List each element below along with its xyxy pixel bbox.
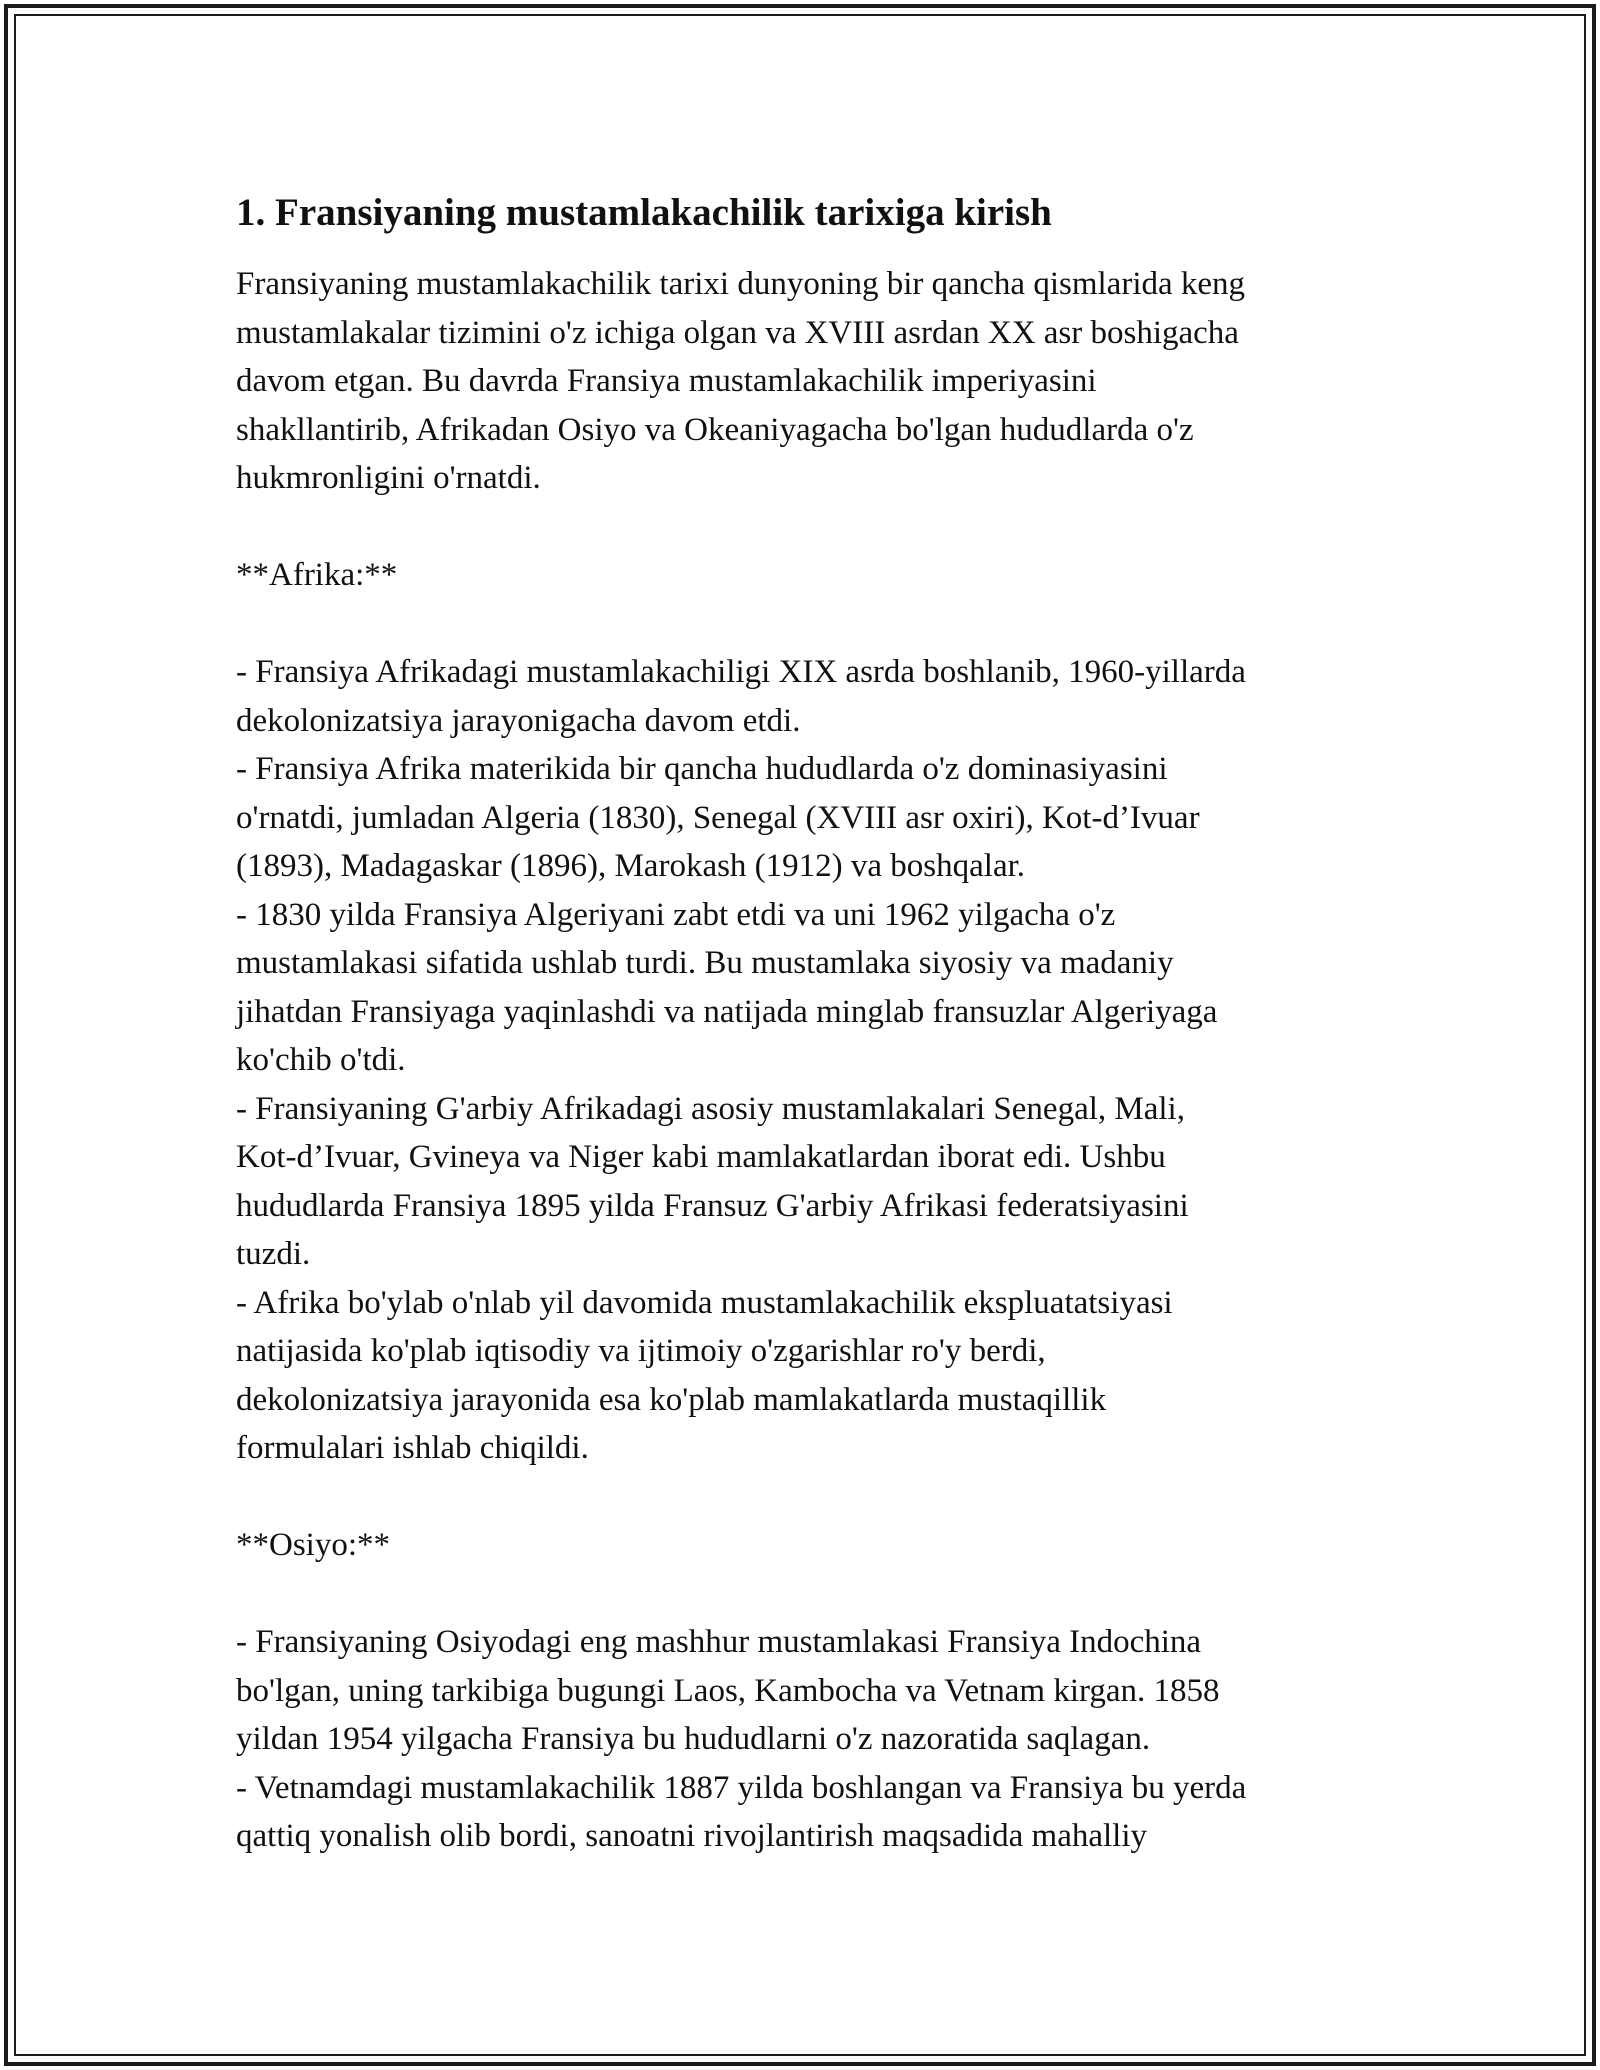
section-heading: 1. Fransiyaning mustamlakachilik tarixiga kirish xyxy=(236,191,1052,234)
text-line: hukmronligini o'rnatdi. xyxy=(236,460,541,496)
spacer xyxy=(236,503,1366,552)
text-line: - Fransiya Afrikadagi mustamlakachiligi XIX asrda boshlanib, 1960-yillarda xyxy=(236,654,1246,690)
text-line: - Fransiya Afrika materikida bir qancha hududlarda o'z dominasiyasini xyxy=(236,751,1168,787)
text-line: - Fransiyaning Osiyodagi eng mashhur mustamlakasi Fransiya Indochina xyxy=(236,1624,1202,1660)
text-line: tuzdi. xyxy=(236,1236,311,1272)
intro-paragraph xyxy=(236,260,1366,503)
spacer xyxy=(236,600,1366,649)
africa-subheading: **Afrika:** xyxy=(236,557,398,593)
text-line: o'rnatdi, jumladan Algeria (1830), Senegal (XVIII asr oxiri), Kot-d’Ivuar xyxy=(236,799,1200,836)
text-line: - 1830 yilda Fransiya Algeriyani zabt etdi va uni 1962 yilgacha o'z xyxy=(236,896,1116,933)
text-line: davom etgan. Bu davrda Fransiya mustamlakachilik imperiyasini xyxy=(236,363,1097,399)
text-line: natijasida ko'plab iqtisodiy va ijtimoiy o'zgarishlar ro'y berdi, xyxy=(236,1333,1046,1369)
text-line: bo'lgan, uning tarkibiga bugungi Laos, Kambocha va Vetnam kirgan. 1858 xyxy=(236,1672,1220,1709)
text-line: jihatdan Fransiyaga yaqinlashdi va natijada minglab fransuzlar Algeriyaga xyxy=(236,993,1218,1030)
text-line: Fransiyaning mustamlakachilik tarixi dunyoning bir qancha qismlarida keng xyxy=(236,266,1246,302)
asia-section xyxy=(236,1618,1366,1861)
africa-section xyxy=(236,648,1366,1473)
text-line: (1893), Madagaskar (1896), Marokash (1912) va boshqalar. xyxy=(236,848,1026,884)
text-line: Kot-d’Ivuar, Gvineya va Niger kabi mamlakatlardan iborat edi. Ushbu xyxy=(236,1139,1166,1175)
text-line: formulalari ishlab chiqildi. xyxy=(236,1430,589,1466)
text-line: mustamlakalar tizimini o'z ichiga olgan va XVIII asrdan XX asr boshigacha xyxy=(236,314,1239,351)
document-body xyxy=(236,188,1366,1861)
text-line: dekolonizatsiya jarayonida esa ko'plab mamlakatlarda mustaqillik xyxy=(236,1381,1107,1418)
asia-subheading: **Osiyo:** xyxy=(236,1527,391,1563)
text-line: - Vetnamdagi mustamlakachilik 1887 yilda boshlangan va Fransiya bu yerda xyxy=(236,1769,1247,1806)
text-line: - Fransiyaning G'arbiy Afrikadagi asosiy mustamlakalari Senegal, Mali, xyxy=(236,1090,1185,1127)
text-line: dekolonizatsiya jarayonigacha davom etdi. xyxy=(236,702,801,739)
text-line: yildan 1954 yilgacha Fransiya bu hududlarni o'z nazoratida saqlagan. xyxy=(236,1721,1151,1757)
text-line: mustamlakasi sifatida ushlab turdi. Bu mustamlaka siyosiy va madaniy xyxy=(236,945,1174,981)
text-line: ko'chib o'tdi. xyxy=(236,1042,406,1078)
text-line: - Afrika bo'ylab o'nlab yil davomida mustamlakachilik ekspluatatsiyasi xyxy=(236,1284,1173,1321)
text-line: hududlarda Fransiya 1895 yilda Fransuz G'arbiy Afrikasi federatsiyasini xyxy=(236,1187,1189,1224)
spacer xyxy=(236,1473,1366,1522)
text-line: qattiq yonalish olib bordi, sanoatni rivojlantirish maqsadida mahalliy xyxy=(236,1818,1148,1854)
text-line: shakllantirib, Afrikadan Osiyo va Okeaniyagacha bo'lgan hududlarda o'z xyxy=(236,411,1194,448)
spacer xyxy=(236,1570,1366,1619)
